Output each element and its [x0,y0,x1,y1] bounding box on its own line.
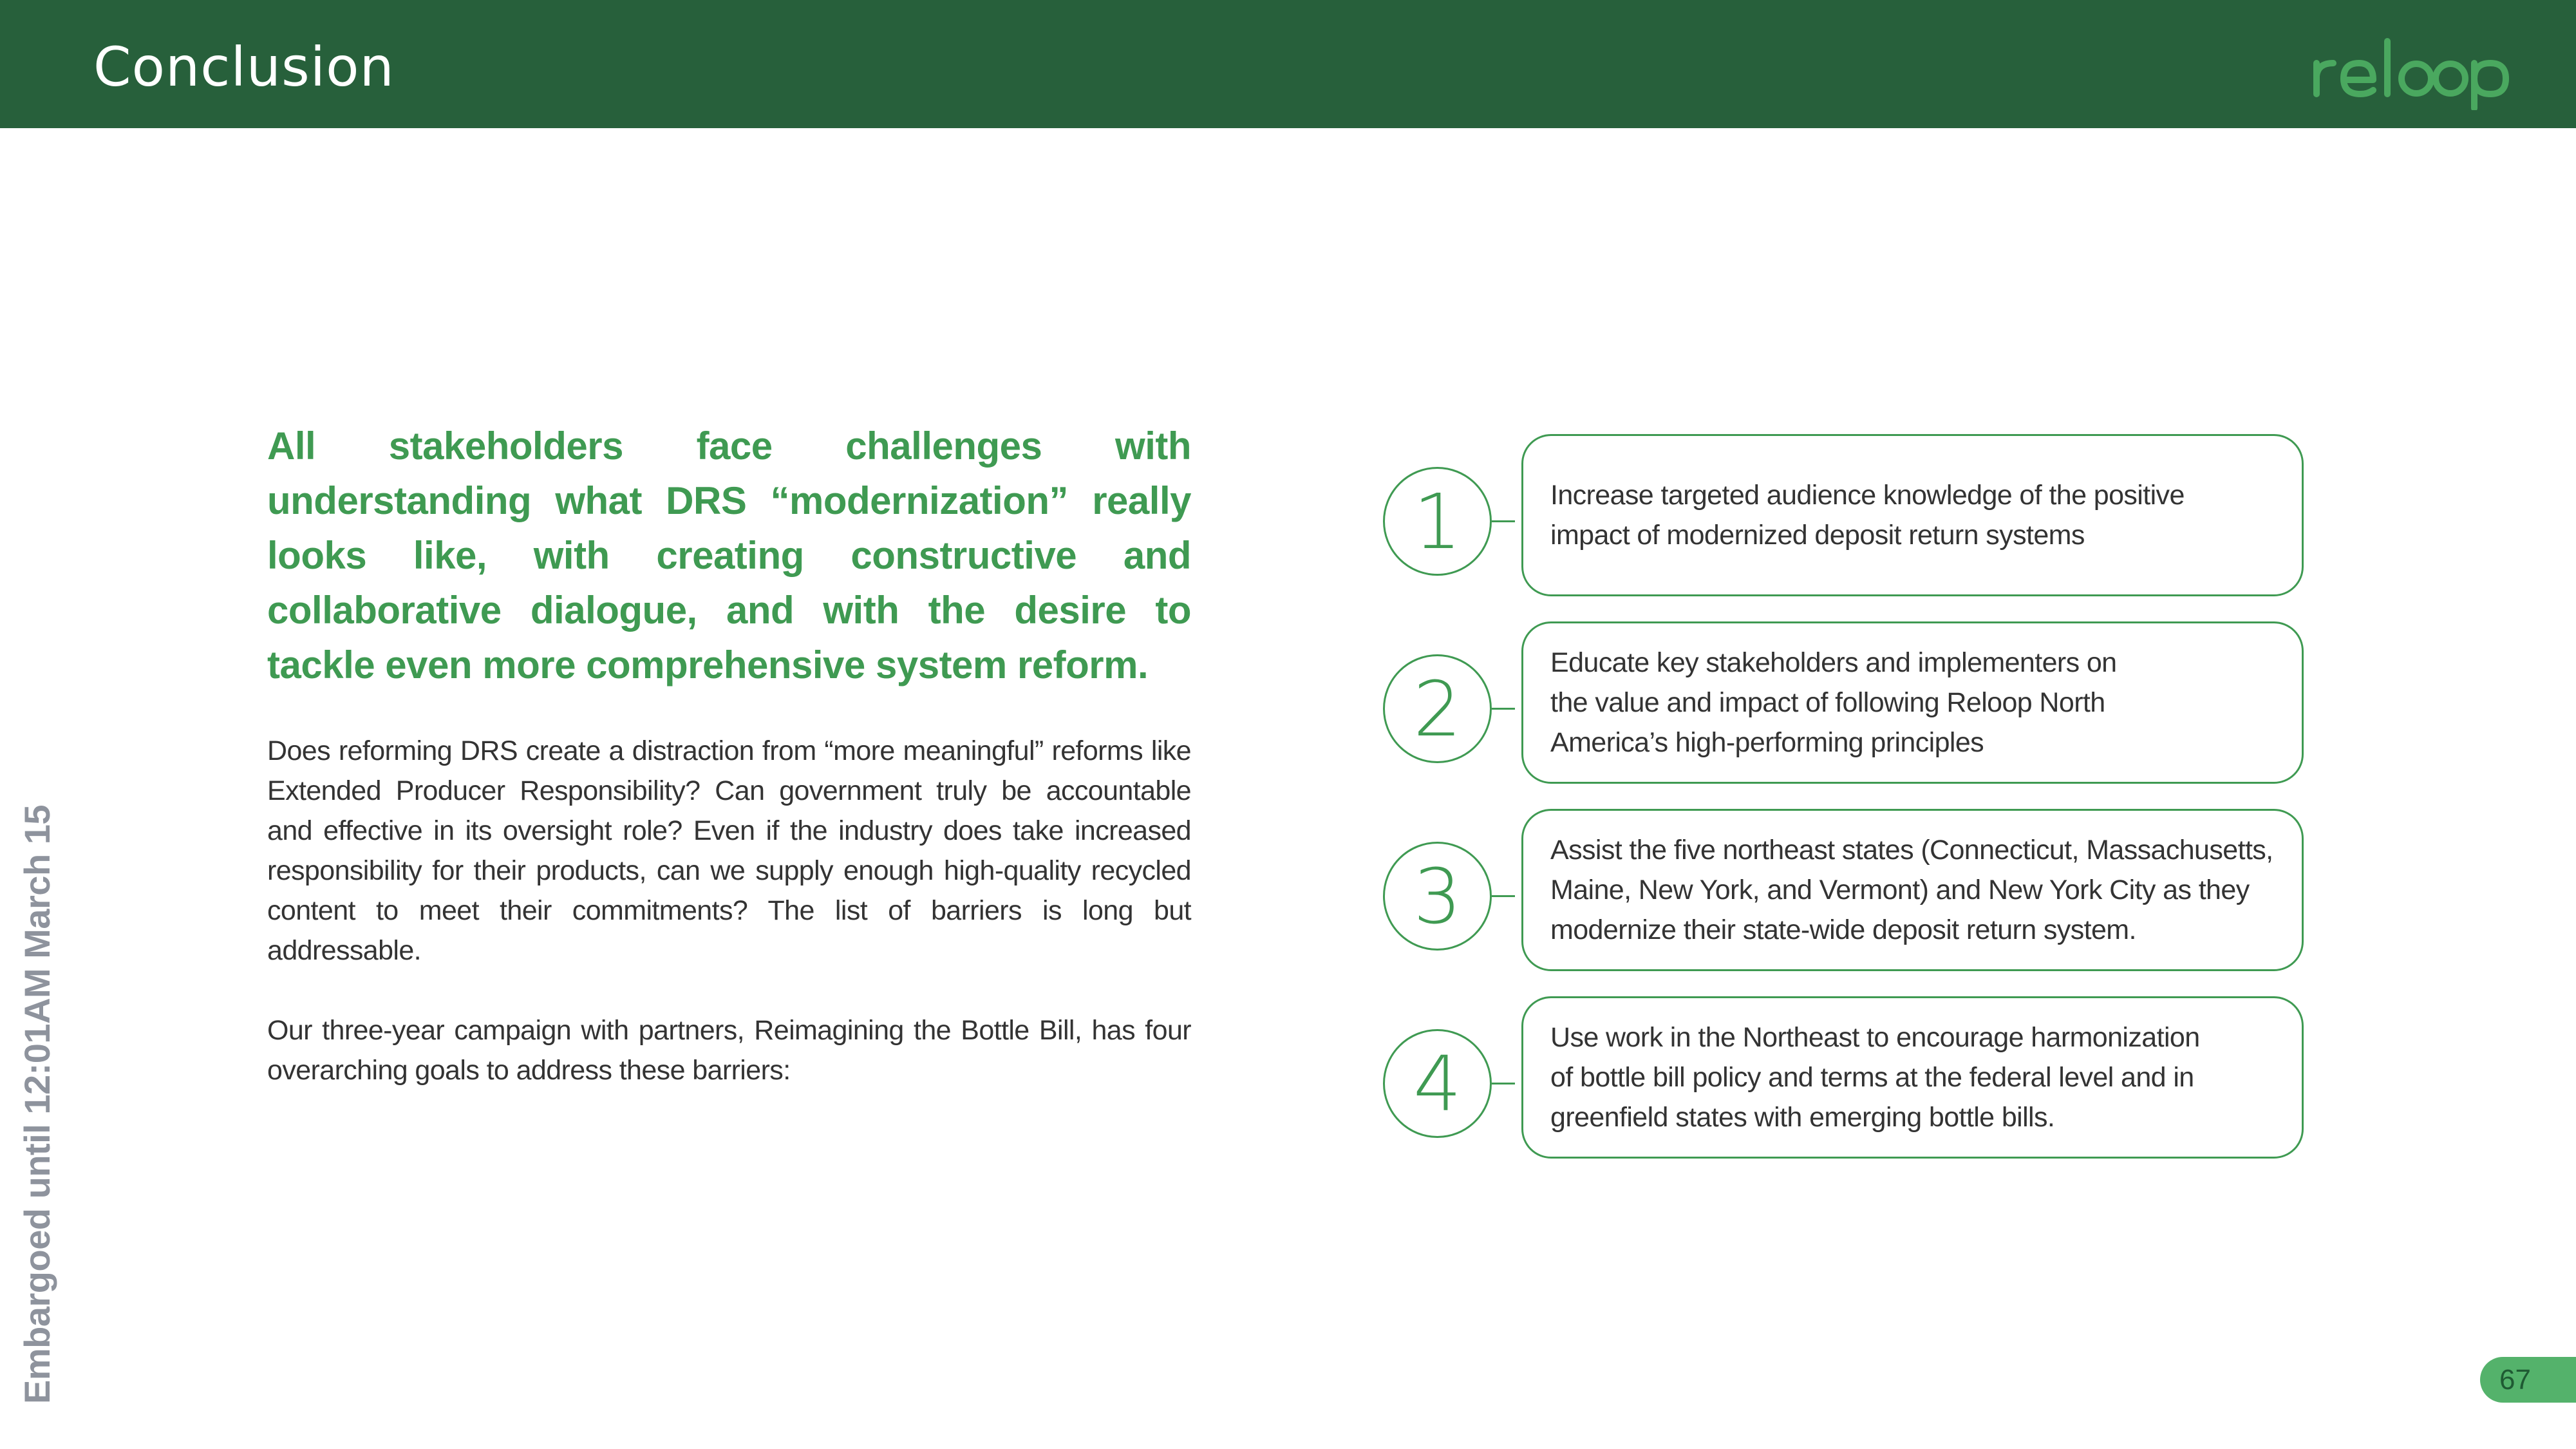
goal-connector [1492,895,1515,897]
header-bar [0,0,2576,128]
page-number-badge: 67 [2480,1357,2576,1403]
goal-box [1521,809,2304,971]
intro-paragraph: Our three-year campaign with partners, Reimagining the Bottle Bill, has four overarching goals to address these barriers: [267,1015,1191,1086]
reloop-logo [2311,36,2530,110]
goal-connector [1492,708,1515,710]
goal-text: Assist the five northeast states (Connecticut, Massachusetts, Maine, New York, and Vermont) and New York City as they modernize their state-wide deposit return system. [1550,835,2273,945]
goal-connector [1492,520,1515,522]
goal-number: 2 [1383,654,1492,763]
goal-item [1383,434,2304,596]
goal-box [1521,434,2304,596]
goal-number: 4 [1383,1029,1492,1138]
embargo-notice: Embargoed until 12:01AM March 15 [17,804,57,1404]
intro-section [267,419,1191,1090]
page-title: Conclusion [93,35,395,99]
goal-item [1383,996,2304,1159]
goal-item [1383,809,2304,971]
goal-number: 1 [1383,467,1492,576]
goal-text: Use work in the Northeast to encourage harmonization of bottle bill policy and terms at the federal level and in greenfield states with emerging bottle bills. [1550,1022,2200,1133]
goal-item [1383,621,2304,784]
lead-statement: All stakeholders face challenges with understanding what DRS “modernization” really looks like, with creating constructive and collaborative dialogue, and with the desire to tackle even more comprehensive system reform. [267,424,1191,687]
goal-connector [1492,1083,1515,1084]
goal-text: Increase targeted audience knowledge of the positive impact of modernized deposit return systems [1550,480,2185,551]
intro-paragraph: Does reforming DRS create a distraction from “more meaningful” reforms like Extended Producer Responsibility? Can government truly be accountable and effective in its oversight role? Even if the industry does take increased responsibility for their products, can we supply enough high-quality recycled content to meet their commitments? The list of barriers is long but addressable. [267,735,1191,966]
goal-text: Educate key stakeholders and implementers on the value and impact of following Reloop North America’s high-performing principles [1550,647,2117,758]
goal-box [1521,621,2304,784]
goal-number: 3 [1383,842,1492,951]
goal-box [1521,996,2304,1159]
